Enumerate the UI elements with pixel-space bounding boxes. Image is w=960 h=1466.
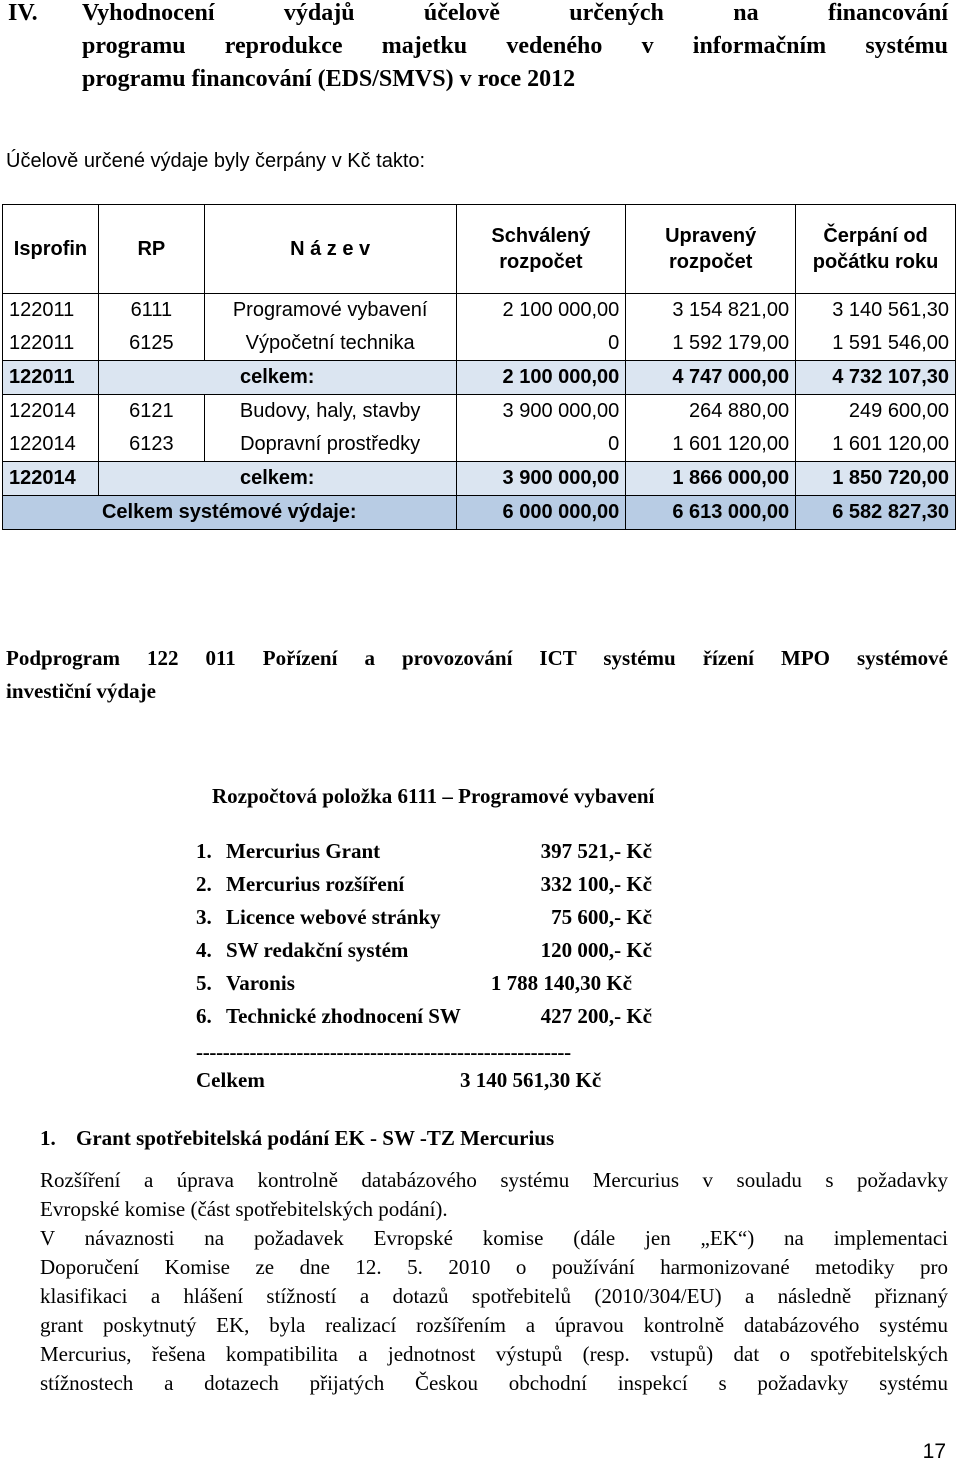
cell-nazev: celkem: [98, 462, 456, 496]
item-number: 5. [196, 971, 212, 995]
paragraph-2 [40, 1224, 948, 1398]
subtotal-row [3, 361, 956, 395]
cell-upraveny: 6 613 000,00 [626, 496, 796, 530]
items-total-label: Celkem [196, 1068, 265, 1092]
paragraph-line: Rozšíření a úprava kontrolně databázového systému Mercurius v souladu s požadavky [40, 1168, 948, 1192]
list-item [196, 836, 676, 869]
cell-upraveny: 1 592 179,00 [626, 327, 796, 361]
item-amount: 332 100,- Kč [540, 872, 652, 896]
paragraph-line: V návaznosti na požadavek Evropské komise (dále jen „EK“) na implementaci [40, 1226, 948, 1250]
item-amount: 1 788 140,30 Kč [490, 971, 632, 995]
grand-total-row [3, 496, 956, 530]
section-title: Grant spotřebitelská podání EK - SW -TZ Mercurius [76, 1126, 555, 1150]
cell-cerpani: 1 850 720,00 [796, 462, 956, 496]
item-number: 2. [196, 872, 212, 896]
cell-cerpani: 3 140 561,30 [796, 294, 956, 328]
list-item [196, 968, 676, 1001]
cell-schvaleny: 2 100 000,00 [456, 361, 626, 395]
subtotal-row [3, 462, 956, 496]
cell-nazev: Celkem systémové výdaje: [3, 496, 457, 530]
paragraph-1 [40, 1166, 948, 1224]
cell-schvaleny: 3 900 000,00 [456, 462, 626, 496]
cell-upraveny: 1 601 120,00 [626, 428, 796, 462]
item-amount: 397 521,- Kč [540, 839, 652, 863]
chapter-title-line-3: programu financování (EDS/SMVS) v roce 2012 [82, 66, 576, 92]
cell-rp: 6111 [98, 294, 204, 328]
cell-schvaleny: 6 000 000,00 [456, 496, 626, 530]
cell-nazev: Programové vybavení [204, 294, 456, 328]
paragraph-line: Mercurius, řešena kompatibilita a jednotnost výstupů (resp. vstupů) dat o spotřebitelských [40, 1342, 948, 1366]
cell-isprofin: 122014 [3, 428, 99, 462]
budget-item-title: Rozpočtová položka 6111 – Programové vybavení [212, 784, 655, 808]
paragraph-line: stížnostech a dotazech přijatých Českou obchodní inspekcí s požadavky systému [40, 1371, 948, 1395]
cell-isprofin: 122011 [3, 294, 99, 328]
paragraph-line: Doporučení Komise ze dne 12. 5. 2010 o používání harmonizované metodiky pro [40, 1255, 948, 1279]
subprogram-heading-line-1: Podprogram 122 011 Pořízení a provozování ICT systému řízení MPO systémové [6, 646, 948, 670]
cell-schvaleny: 3 900 000,00 [456, 395, 626, 429]
cell-cerpani: 6 582 827,30 [796, 496, 956, 530]
item-amount: 120 000,- Kč [540, 938, 652, 962]
item-label: SW redakční systém [226, 938, 409, 962]
item-amount: 427 200,- Kč [540, 1004, 652, 1028]
table-row [3, 428, 956, 462]
paragraph-line: klasifikaci a hlášení stížností a dotazů spotřebitelů (2010/304/EU) a následně přiznaný [40, 1284, 948, 1308]
cell-cerpani: 1 591 546,00 [796, 327, 956, 361]
subprogram-heading-line-2: investiční výdaje [6, 679, 156, 703]
cell-nazev: Budovy, haly, stavby [204, 395, 456, 429]
cell-upraveny: 4 747 000,00 [626, 361, 796, 395]
item-label: Technické zhodnocení SW [226, 1004, 461, 1028]
list-item [196, 869, 676, 902]
cell-rp: 6125 [98, 327, 204, 361]
chapter-title-line-2: programu reprodukce majetku vedeného v informačním systému [82, 33, 948, 59]
separator-line: -------------------------------------------------------- [196, 1040, 571, 1064]
table-row [3, 294, 956, 328]
items-total-amount: 3 140 561,30 Kč [460, 1068, 602, 1092]
cell-isprofin: 122011 [3, 361, 99, 395]
cell-cerpani: 1 601 120,00 [796, 428, 956, 462]
item-label: Licence webové stránky [226, 905, 441, 929]
intro-text: Účelově určené výdaje byly čerpány v Kč takto: [6, 150, 426, 172]
budget-table [2, 204, 956, 530]
cell-schvaleny: 0 [456, 327, 626, 361]
paragraph-line: grant poskytnutý EK, byla realizací rozšířením a úpravou kontrolně databázového systému [40, 1313, 948, 1337]
cell-nazev: celkem: [98, 361, 456, 395]
header-nazev: N á z e v [204, 205, 456, 294]
table-header-row [3, 205, 956, 294]
cell-isprofin: 122014 [3, 395, 99, 429]
section-number: 1. [40, 1126, 56, 1150]
header-upraveny: Upravený rozpočet [626, 205, 796, 294]
cell-rp: 6121 [98, 395, 204, 429]
subprogram-heading [6, 642, 948, 708]
header-rp: RP [98, 205, 204, 294]
cell-cerpani: 249 600,00 [796, 395, 956, 429]
list-item [196, 1001, 676, 1034]
cell-upraveny: 264 880,00 [626, 395, 796, 429]
cell-schvaleny: 2 100 000,00 [456, 294, 626, 328]
cell-schvaleny: 0 [456, 428, 626, 462]
chapter-title-line-1: Vyhodnocení výdajů účelově určených na financování [82, 0, 948, 26]
cell-nazev: Dopravní prostředky [204, 428, 456, 462]
cell-upraveny: 1 866 000,00 [626, 462, 796, 496]
cell-isprofin: 122011 [3, 327, 99, 361]
cell-cerpani: 4 732 107,30 [796, 361, 956, 395]
items-list [196, 836, 676, 1034]
table-row [3, 327, 956, 361]
header-isprofin: Isprofin [3, 205, 99, 294]
item-label: Varonis [226, 971, 295, 995]
cell-nazev: Výpočetní technika [204, 327, 456, 361]
item-number: 6. [196, 1004, 212, 1028]
item-label: Mercurius Grant [226, 839, 381, 863]
cell-upraveny: 3 154 821,00 [626, 294, 796, 328]
item-label: Mercurius rozšíření [226, 872, 405, 896]
chapter-number: IV. [8, 0, 38, 26]
paragraph-line: Evropské komise (část spotřebitelských podání). [40, 1197, 448, 1221]
item-number: 1. [196, 839, 212, 863]
table-row [3, 395, 956, 429]
list-item [196, 902, 676, 935]
cell-isprofin: 122014 [3, 462, 99, 496]
cell-rp: 6123 [98, 428, 204, 462]
header-schvaleny: Schválený rozpočet [456, 205, 626, 294]
list-item [196, 935, 676, 968]
header-cerpani: Čerpání od počátku roku [796, 205, 956, 294]
page-number: 17 [922, 1440, 946, 1463]
section-heading [40, 1126, 554, 1151]
item-amount: 75 600,- Kč [551, 905, 652, 929]
item-number: 3. [196, 905, 212, 929]
item-number: 4. [196, 938, 212, 962]
